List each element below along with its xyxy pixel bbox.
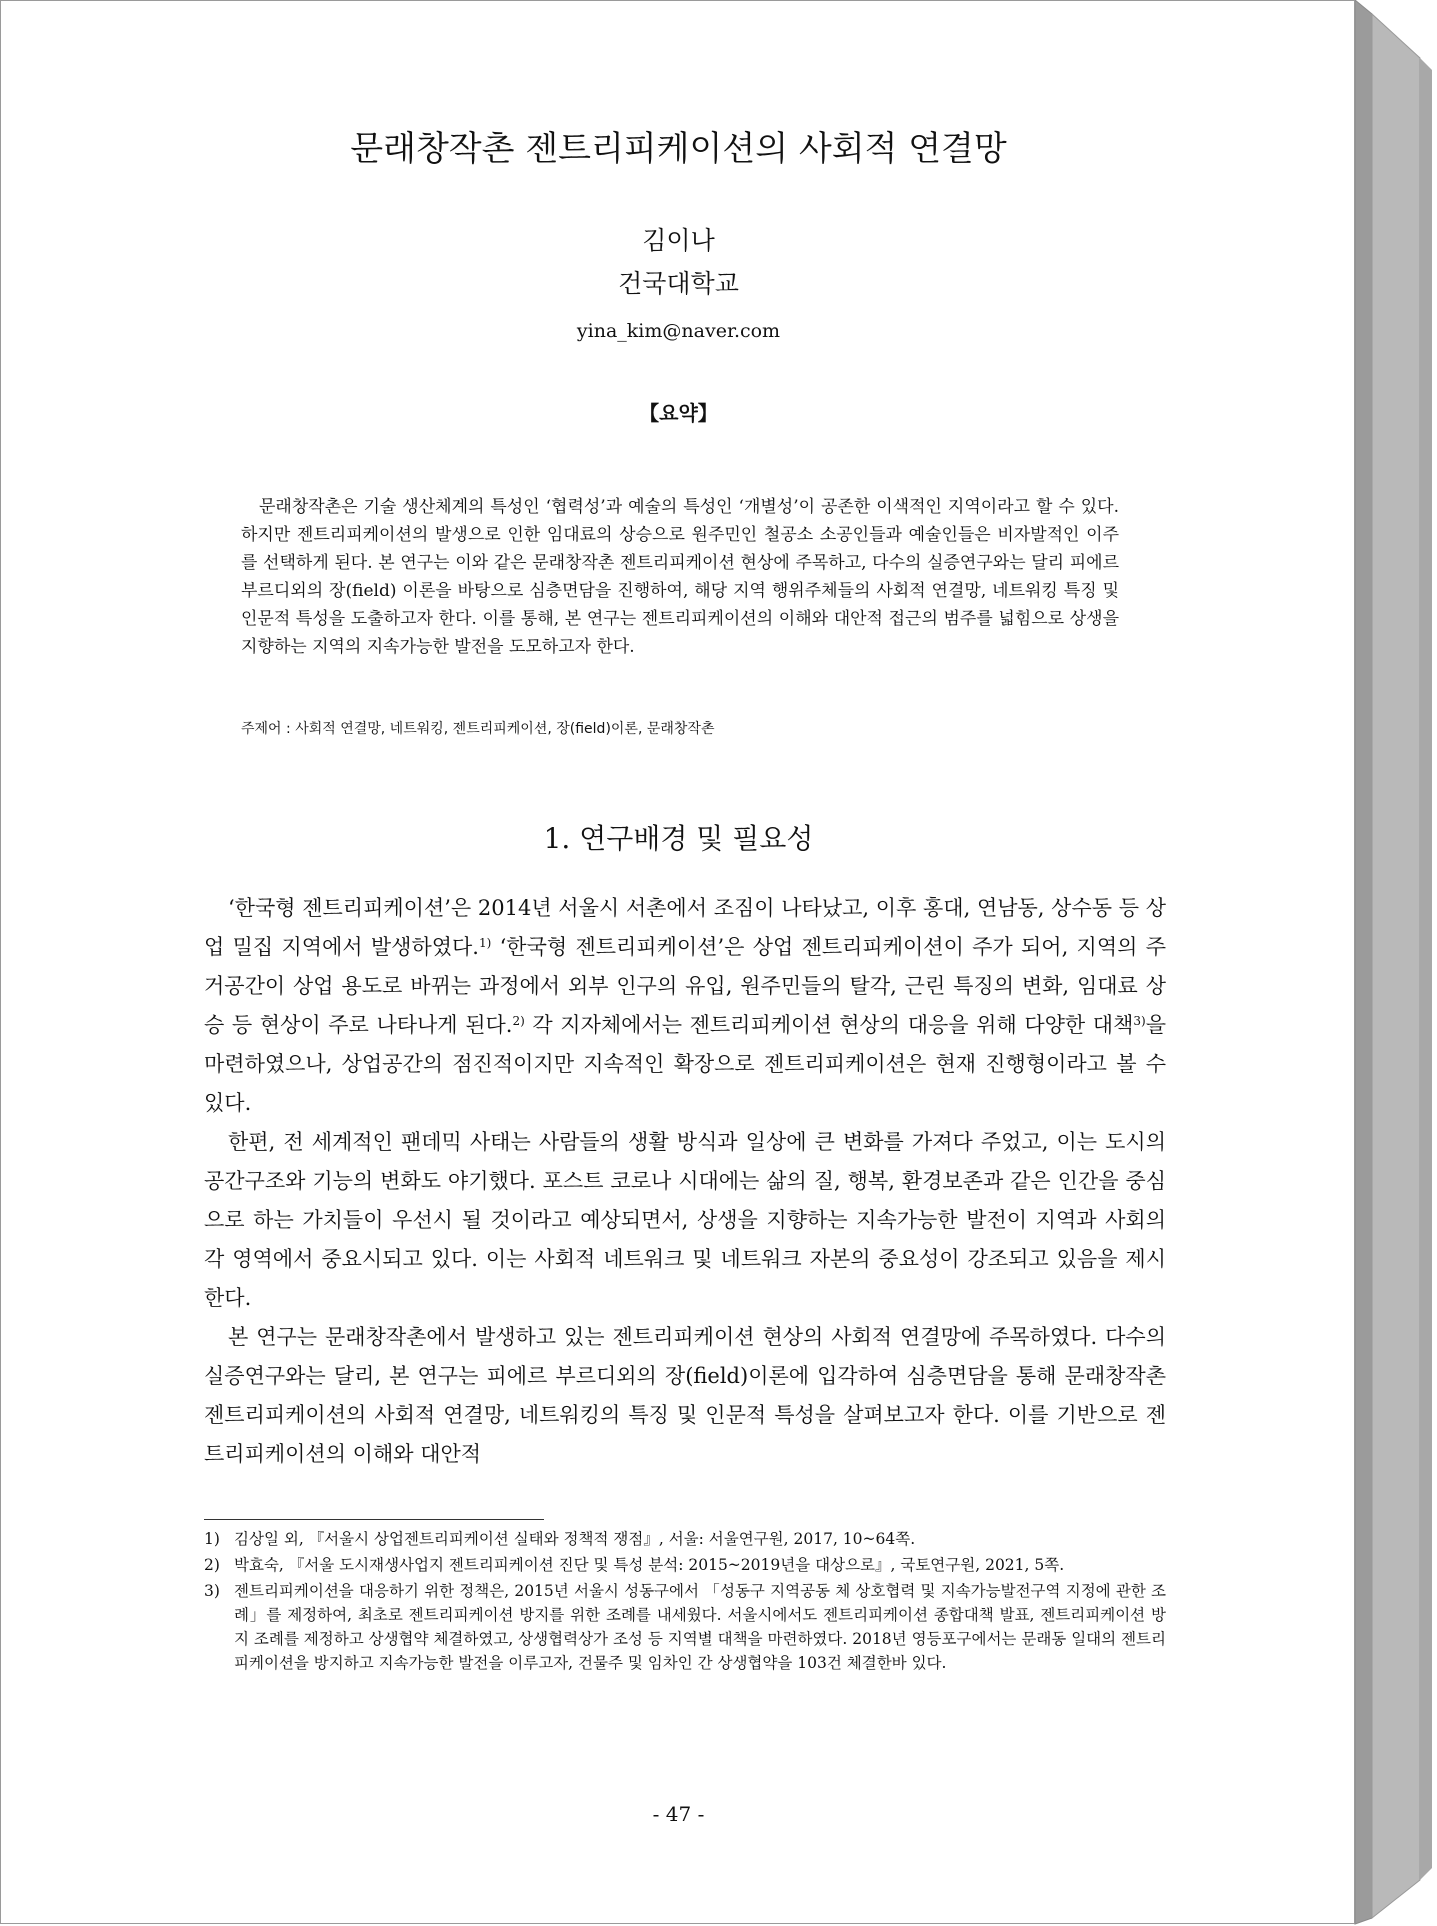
footnote-text: 박효숙, 『서울 도시재생사업지 젠트리피케이션 진단 및 특성 분석: 2015~2019년을 대상으로』, 국토연구원, 2021, 5쪽. xyxy=(234,1556,1065,1574)
paragraph-1 xyxy=(204,889,1166,1123)
paragraph-1-part-a: ‘한국형 젠트리피케이션’은 2014년 서울시 서촌에서 조짐이 나타났고, 이후 홍대, 연남동, 상수동 등 상업 밀집 지역에서 발생하였다. xyxy=(204,896,1166,959)
footnote-number: 1) xyxy=(204,1530,220,1548)
footnote-ref-1: 1) xyxy=(479,936,492,950)
body-text xyxy=(204,889,1166,1474)
keywords: 주제어 : 사회적 연결망, 네트워킹, 젠트리피케이션, 장(field)이론, 문래창작촌 xyxy=(241,721,715,737)
author-name: 김이나 xyxy=(642,226,715,255)
footnotes xyxy=(204,1527,1166,1677)
footnote-text: 김상일 외, 『서울시 상업젠트리피케이션 실태와 정책적 쟁점』, 서울: 서울연구원, 2017, 10~64쪽. xyxy=(234,1530,916,1548)
footnote-ref-2: 2) xyxy=(512,1014,525,1028)
footnote-divider xyxy=(204,1519,544,1520)
footnote-ref-3: 3) xyxy=(1133,1014,1146,1028)
abstract-text: 문래창작촌은 기술 생산체계의 특성인 ‘협력성’과 예술의 특성인 ‘개별성’이 공존한 이색적인 지역이라고 할 수 있다. 하지만 젠트리피케이션의 발생으로 인한 임대료의 상승으로 원주민인 철공소 소공인들과 예술인들은 비자발적인 이주를 선택하게 된다. 본 연구는 이와 같은 문래창작촌 젠트리피케이션 현상에 주목하고, 다수의 실증연구와는 달리 피에르 부르디외의 장(field) 이론을 바탕으로 심층면담을 진행하여, 해당 지역 행위주체들의 사회적 연결망, 네트워킹 특징 및 인문적 특성을 도출하고자 한다. 이를 통해, 본 연구는 젠트리피케이션의 이해와 대안적 접근의 범주를 넓힘으로 상생을 지향하는 지역의 지속가능한 발전을 도모하고자 한다. xyxy=(241,497,1119,657)
page-number: - 47 - xyxy=(652,1802,705,1826)
footnote xyxy=(204,1579,1166,1675)
footnote-number: 2) xyxy=(204,1556,220,1574)
author-email: yina_kim@naver.com xyxy=(576,320,781,342)
footnote-number: 3) xyxy=(204,1582,220,1600)
paper-title: 문래창작촌 젠트리피케이션의 사회적 연결망 xyxy=(350,129,1007,169)
footnote xyxy=(204,1527,1166,1551)
paragraph-1-part-c: 각 지자체에서는 젠트리피케이션 현상의 대응을 위해 다양한 대책 xyxy=(524,1013,1134,1037)
paragraph-1-part-d: 을 마련하였으나, 상업공간의 점진적이지만 지속적인 확장으로 젠트리피케이션은 현재 진행형이라고 볼 수 있다. xyxy=(204,1013,1166,1115)
paragraph-2: 한편, 전 세계적인 팬데믹 사태는 사람들의 생활 방식과 일상에 큰 변화를 가져다 주었고, 이는 도시의 공간구조와 기능의 변화도 야기했다. 포스트 코로나 시대에는 삶의 질, 행복, 환경보존과 같은 인간을 중심으로 하는 가치들이 우선시 될 것이라고 예상되면서, 상생을 지향하는 지속가능한 발전이 지역과 사회의 각 영역에서 중요시되고 있다. 이는 사회적 네트워크 및 네트워크 자본의 중요성이 강조되고 있음을 제시한다. xyxy=(204,1130,1166,1310)
section-heading: 1. 연구배경 및 필요성 xyxy=(543,822,814,855)
paragraph-1-part-b: ‘한국형 젠트리피케이션’은 상업 젠트리피케이션이 주가 되어, 지역의 주거공간이 상업 용도로 바뀌는 과정에서 외부 인구의 유입, 원주민들의 탈각, 근린 특징의 변화, 임대료 상승 등 현상이 주로 나타나게 된다. xyxy=(204,935,1166,1037)
abstract-heading: 【요약】 xyxy=(639,401,718,425)
footnote-text: 젠트리피케이션을 대응하기 위한 정책은, 2015년 서울시 성동구에서 「성동구 지역공동 체 상호협력 및 지속가능발전구역 지정에 관한 조례」를 제정하여, 최초로 젠트리피케이션 방지를 위한 조례를 내세웠다. 서울시에서도 젠트리피케이션 종합대책 발표, 젠트리피케이션 방지 조례를 제정하고 상생협약 체결하였고, 상생협력상가 조성 등 지역별 대책을 마련하였다. 2018년 영등포구에서는 문래동 일대의 젠트리피케이션을 방지하고 지속가능한 발전을 이루고자, 건물주 및 임차인 간 상생협약을 103건 체결한바 있다. xyxy=(234,1582,1166,1672)
paragraph-3: 본 연구는 문래창작촌에서 발생하고 있는 젠트리피케이션 현상의 사회적 연결망에 주목하였다. 다수의 실증연구와는 달리, 본 연구는 피에르 부르디외의 장(field)이론에 입각하여 심층면담을 통해 문래창작촌 젠트리피케이션의 사회적 연결망, 네트워킹의 특징 및 인문적 특성을 살펴보고자 한다. 이를 기반으로 젠트리피케이션의 이해와 대안적 xyxy=(204,1325,1166,1466)
author-affiliation: 건국대학교 xyxy=(618,269,739,298)
footnote xyxy=(204,1553,1166,1577)
